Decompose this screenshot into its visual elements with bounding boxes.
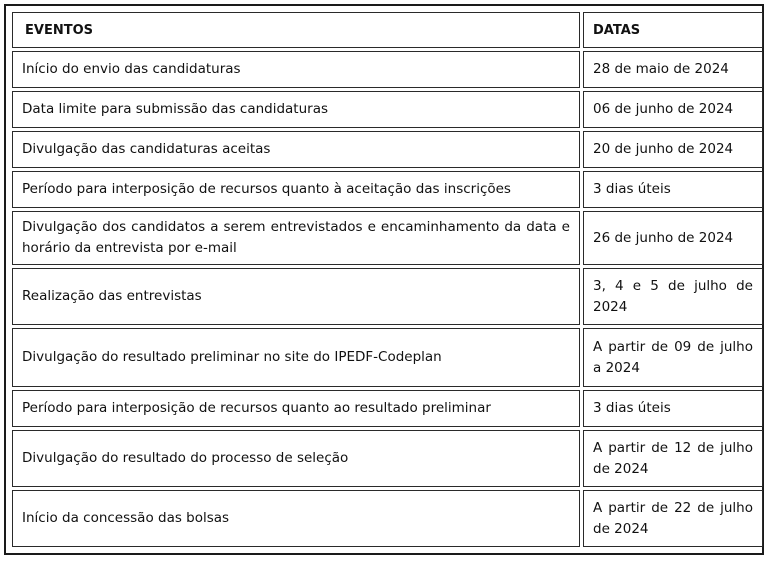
- event-cell: Realização das entrevistas: [12, 268, 580, 325]
- date-cell: A partir de 09 de julho a 2024: [583, 328, 763, 387]
- event-cell: Início do envio das candidaturas: [12, 51, 580, 88]
- table-row: [12, 490, 763, 547]
- event-cell: Divulgação do resultado do processo de seleção: [12, 430, 580, 487]
- date-cell: 3 dias úteis: [583, 171, 763, 208]
- date-cell: 06 de junho de 2024: [583, 91, 763, 128]
- event-cell: Período para interposição de recursos quanto ao resultado preliminar: [12, 390, 580, 427]
- date-cell: A partir de 22 de julho de 2024: [583, 490, 763, 547]
- table-row: [12, 390, 763, 427]
- event-cell: Início da concessão das bolsas: [12, 490, 580, 547]
- table-row: [12, 51, 763, 88]
- event-cell: Divulgação dos candidatos a serem entrevistados e encaminhamento da data e horário da entrevista por e-mail: [12, 211, 580, 265]
- table-row: [12, 430, 763, 487]
- date-cell: 20 de junho de 2024: [583, 131, 763, 168]
- table-row: [12, 211, 763, 265]
- table-header-row: [12, 12, 763, 48]
- event-cell: Data limite para submissão das candidaturas: [12, 91, 580, 128]
- table-row: [12, 171, 763, 208]
- date-cell: 3 dias úteis: [583, 390, 763, 427]
- date-cell: 3, 4 e 5 de julho de 2024: [583, 268, 763, 325]
- date-cell: A partir de 12 de julho de 2024: [583, 430, 763, 487]
- table-row: [12, 91, 763, 128]
- event-cell: Divulgação das candidaturas aceitas: [12, 131, 580, 168]
- schedule-table-frame: [4, 4, 764, 555]
- events-column-header: EVENTOS: [12, 12, 580, 48]
- table-row: [12, 328, 763, 387]
- table-row: [12, 268, 763, 325]
- event-cell: Divulgação do resultado preliminar no site do IPEDF-Codeplan: [12, 328, 580, 387]
- table-row: [12, 131, 763, 168]
- event-cell: Período para interposição de recursos quanto à aceitação das inscrições: [12, 171, 580, 208]
- dates-column-header: DATAS: [583, 12, 763, 48]
- schedule-table: [9, 9, 766, 550]
- date-cell: 28 de maio de 2024: [583, 51, 763, 88]
- date-cell: 26 de junho de 2024: [583, 211, 763, 265]
